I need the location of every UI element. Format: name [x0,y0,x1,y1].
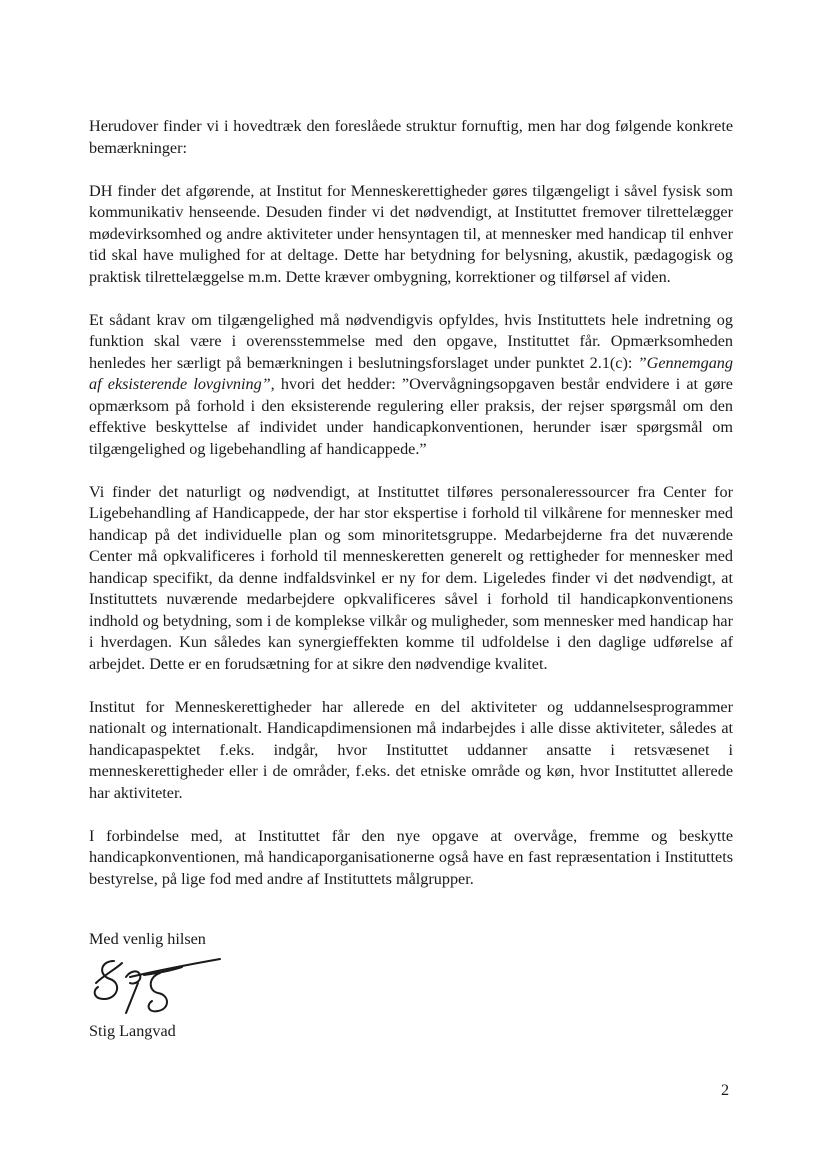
paragraph-text-end: hvori det hedder: ”Overvågningsopgaven består endvidere i at gøre opmærksom på forhold i den eksisterende regulering eller praksis, der rejser spørgsmål om den effektive beskyttelse af individet under handicapkonventionen, herunder især spørgsmål om tilgængelighed og ligebehandling af handicappede.” [89,375,733,458]
paragraph-staff-resources: Vi finder det naturligt og nødvendigt, at Instituttet tilføres personaleressourcer fra Center for Ligebehandling af Handicappede, der har stor ekspertise i forhold til vilkårene for mennesker med handicap på det individuelle plan og som minoritetsgruppe. Medarbejderne fra det nuværende Center må opkvalificeres i forhold til menneskeretten generelt og rettigheder for mennesker med handicap specifikt, da denne indfaldsvinkel er ny for dem. Ligeledes finder vi det nødvendigt, at Instituttets nuværende medarbejdere opkvalificeres såvel i forhold til handicapkonventionens indhold og betydning, som i de komplekse vilkår og muligheder, som mennesker med handicap har i hverdagen. Kun således kan synergieffekten komme til udfoldelse i den daglige udførelse af arbejdet. Dette er en forudsætning for at sikre den nødvendige kvalitet. [89,482,733,673]
closing-salutation: Med venlig hilsen [89,930,206,948]
paragraph-intro: Herudover finder vi i hovedtræk den foreslåede struktur fornuftig, men har dog følgende konkrete bemærkninger: [89,117,733,157]
quoted-section-title: ”Gennemgang af eksisterende lovgivning”, [89,353,733,393]
paragraph-legislation-review [89,310,733,461]
page-number: 2 [721,1081,730,1099]
letter-body [89,116,733,912]
paragraph-text-start: Et sådant krav om tilgængelighed må nødvendigvis opfyldes, hvis Instituttets hele indretning og funktion skal være i overensstemmelse med den opgave, Instituttet får. Opmærksomheden henledes her særligt på bemærkningen i beslutningsforslaget under punktet 2.1(c): [89,310,733,372]
handwritten-signature-icon [86,955,226,1023]
paragraph-accessibility: DH finder det afgørende, at Institut for Menneskerettigheder gøres tilgængeligt i såvel fysisk som kommunikativ henseende. Desuden finder vi det nødvendigt, at Instituttet fremover tilrettelægger mødevirksomhed og andre aktiviteter under hensyntagen til, at mennesker med handicap til enhver tid skal have mulighed for at deltage. Dette har betydning for belysning, akustik, pædagogisk og praktisk tilrettelæggelse m.m. Dette kræver ombygning, korrektioner og tilførsel af viden. [89,181,733,286]
paragraph-activities: Institut for Menneskerettigheder har allerede en del aktiviteter og uddannelsesprogrammer nationalt og internationalt. Handicapdimensionen må indarbejdes i alle disse aktiviteter, således at handicapaspektet f.eks. indgår, hvor Instituttet uddanner ansatte i retsvæsenet i menneskerettigheder eller i de områder, f.eks. det etniske område og køn, hvor Instituttet allerede har aktiviteter. [89,697,733,802]
signer-name: Stig Langvad [89,1022,176,1040]
paragraph-board-representation: I forbindelse med, at Instituttet får den nye opgave at overvåge, fremme og beskytte handicapkonventionen, må handicaporganisationerne også have en fast repræsentation i Instituttets bestyrelse, på lige fod med andre af Instituttets målgrupper. [89,826,733,888]
